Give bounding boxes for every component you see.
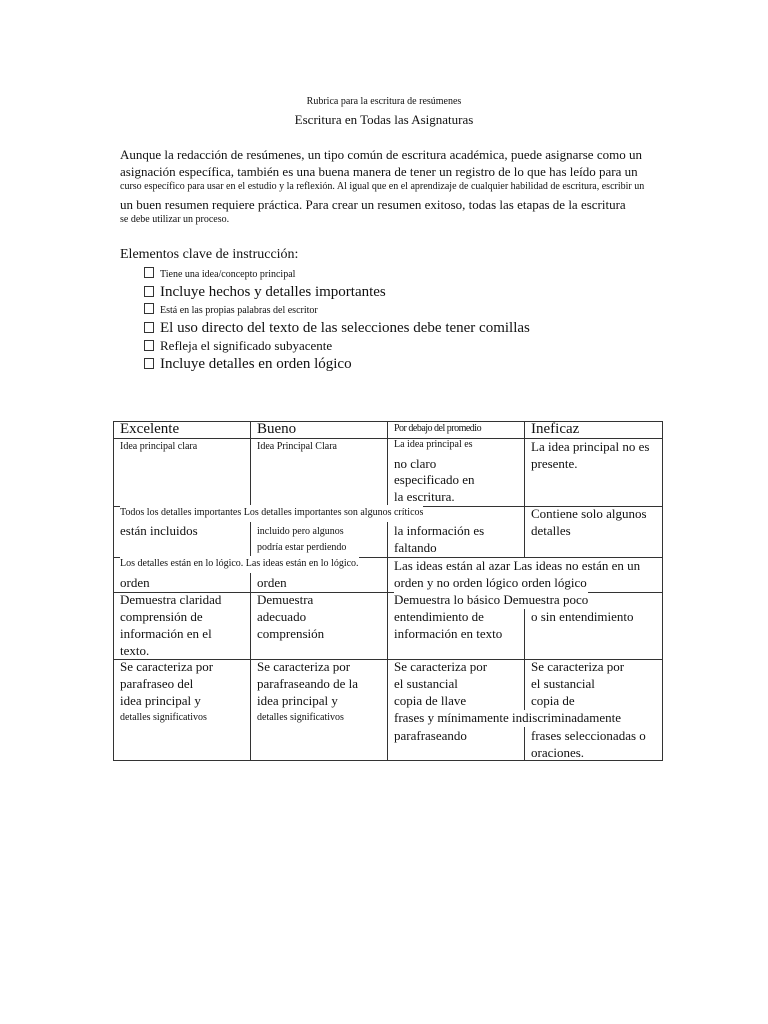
elements-list <box>144 266 530 374</box>
table-cell: Los detalles están en lo lógico. Las ideas están en lo lógico. <box>120 556 359 573</box>
column-header: Bueno <box>257 421 297 437</box>
list-item: Incluye hechos y detalles importantes <box>144 284 530 302</box>
table-cell: Demuestra claridad <box>120 592 222 607</box>
table-cell: la escritura. <box>394 489 455 504</box>
table-border <box>113 421 663 422</box>
table-cell: copia de <box>531 693 575 708</box>
table-cell: orden <box>120 575 150 590</box>
document-title: Escritura en Todas las Asignaturas <box>294 112 474 127</box>
document-subtitle: Rubrica para la escritura de resúmenes <box>306 96 462 107</box>
table-cell: detalles significativos <box>120 712 207 723</box>
table-cell: el sustancial <box>531 676 595 691</box>
table-cell: texto. <box>120 643 150 658</box>
checkbox-icon <box>144 358 154 369</box>
table-cell: Contiene solo algunos <box>531 506 647 521</box>
table-cell: orden y no orden lógico orden lógico <box>394 575 587 590</box>
table-cell: o sin entendimiento <box>531 609 634 624</box>
table-cell: Idea Principal Clara <box>257 441 337 452</box>
list-item: Refleja el significado subyacente <box>144 338 530 356</box>
table-cell: orden <box>257 575 287 590</box>
table-border <box>662 421 663 761</box>
list-item: Incluye detalles en orden lógico <box>144 356 530 374</box>
table-cell: adecuado <box>257 609 307 624</box>
table-cell: detalles significativos <box>257 712 344 723</box>
table-cell: Idea principal clara <box>120 441 198 452</box>
table-cell: Demuestra <box>257 592 314 607</box>
checkbox-icon <box>144 267 154 278</box>
table-cell: La idea principal es <box>394 439 473 450</box>
checkbox-icon <box>144 322 154 333</box>
table-cell: Se caracteriza por <box>394 659 488 674</box>
table-border <box>113 421 114 761</box>
elements-heading: Elementos clave de instrucción: <box>120 247 299 262</box>
table-cell: podría estar perdiendo <box>257 542 347 553</box>
table-cell: incluido pero algunos <box>257 526 344 537</box>
table-cell: Se caracteriza por <box>531 659 625 674</box>
table-cell: Todos los detalles importantes Los detalles importantes son algunos críticos <box>120 505 423 522</box>
list-item: Tiene una idea/concepto principal <box>144 266 530 284</box>
checkbox-icon <box>144 303 154 314</box>
table-cell: Las ideas están al azar Las ideas no están en un <box>394 558 641 573</box>
table-cell: información en el <box>120 626 212 641</box>
column-header: Por debajo del promedio <box>394 423 482 434</box>
intro-line: asignación específica, también es una buena manera de tener un registro de lo que has leído para un <box>120 164 638 179</box>
table-cell: comprensión de <box>120 609 203 624</box>
list-item: El uso directo del texto de las selecciones debe tener comillas <box>144 320 530 338</box>
table-border <box>250 421 251 761</box>
column-header: Excelente <box>120 421 180 437</box>
checkbox-icon <box>144 340 154 351</box>
table-cell: parafraseando de la <box>257 676 359 691</box>
intro-line: curso específico para usar en el estudio y la reflexión. Al igual que en el aprendizaje de cualquier habilidad de escritura, escribir un <box>120 181 645 192</box>
table-cell: idea principal y <box>120 693 201 708</box>
table-border <box>387 421 388 761</box>
table-cell: la información es <box>394 523 485 538</box>
table-cell: el sustancial <box>394 676 458 691</box>
table-cell: especificado en <box>394 472 475 487</box>
table-cell: frases seleccionadas o <box>531 728 646 743</box>
intro-line: un buen resumen requiere práctica. Para crear un resumen exitoso, todas las etapas de la escritura <box>120 197 626 212</box>
table-cell: presente. <box>531 456 578 471</box>
table-cell: La idea principal no es <box>531 439 650 454</box>
table-cell: frases y mínimamente indiscriminadamente <box>394 710 622 725</box>
table-cell: Demuestra lo básico Demuestra poco <box>394 592 589 607</box>
intro-line: se debe utilizar un proceso. <box>120 214 230 225</box>
table-cell: no claro <box>394 456 437 471</box>
table-cell: información en texto <box>394 626 503 641</box>
table-cell: comprensión <box>257 626 325 641</box>
table-cell: oraciones. <box>531 745 585 760</box>
table-cell: idea principal y <box>257 693 338 708</box>
list-item: Está en las propias palabras del escritor <box>144 302 530 320</box>
column-header: Ineficaz <box>531 421 580 437</box>
intro-line: Aunque la redacción de resúmenes, un tipo común de escritura académica, puede asignarse como un <box>120 147 642 162</box>
table-cell: Se caracteriza por <box>257 659 351 674</box>
table-cell: copia de llave <box>394 693 467 708</box>
table-cell: faltando <box>394 540 437 555</box>
table-cell: detalles <box>531 523 571 538</box>
checkbox-icon <box>144 286 154 297</box>
table-cell: parafraseando <box>394 728 467 743</box>
table-cell: Se caracteriza por <box>120 659 214 674</box>
table-cell: están incluidos <box>120 523 198 538</box>
table-cell: parafraseo del <box>120 676 194 691</box>
table-cell: entendimiento de <box>394 609 484 624</box>
